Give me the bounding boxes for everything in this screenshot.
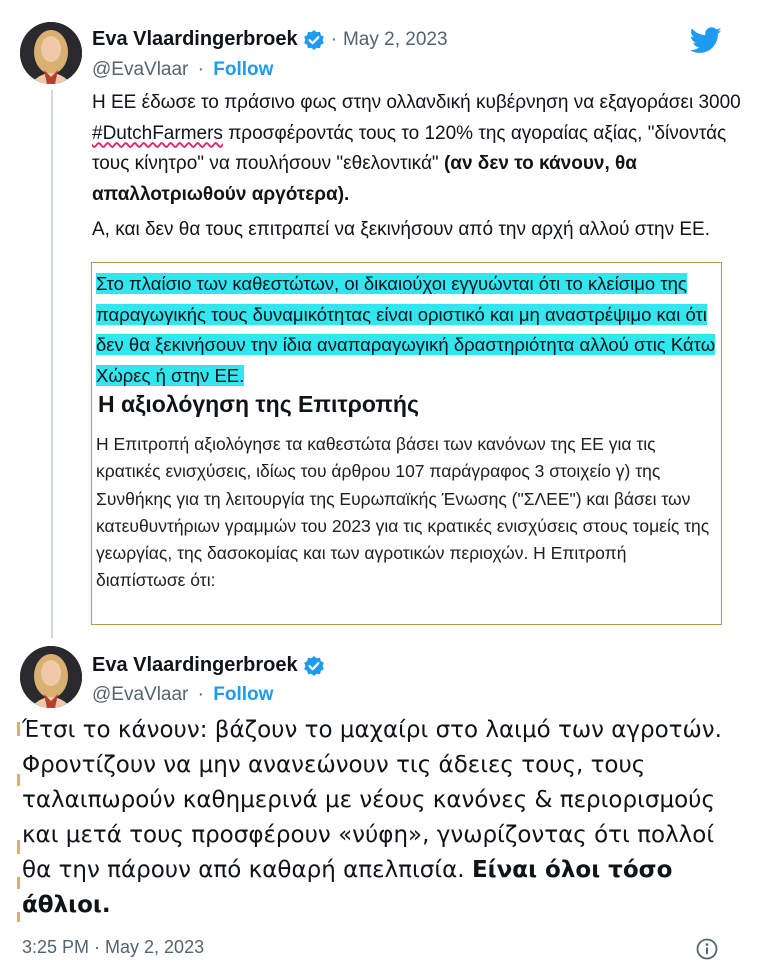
quoted-image[interactable] bbox=[91, 262, 722, 625]
handle-row bbox=[92, 684, 273, 706]
verified-badge-icon bbox=[303, 29, 325, 51]
twitter-bird-icon[interactable] bbox=[690, 27, 722, 59]
highlighted-excerpt bbox=[96, 269, 716, 391]
tweet-text: Η ΕΕ έδωσε το πράσινο φως στην ολλανδική κυβέρνηση να εξαγοράσει 3000 bbox=[92, 92, 741, 113]
verified-badge-icon bbox=[303, 655, 325, 677]
separator-dot: · bbox=[197, 684, 204, 705]
tweet-text: προσφέροντάς τους το 120% της αγοραίας αξίας, "δίνοντάς τους κίνητρο" να πουλήσουν "εθελοντικά" bbox=[92, 122, 727, 174]
tweet-text-bold: Είναι όλοι τόσο άθλιοι. bbox=[22, 857, 673, 918]
follow-button[interactable]: Follow bbox=[213, 684, 274, 705]
highlighted-text: Στο πλαίσιο των καθεστώτων, οι δικαιούχοι εγγυώνται ότι το κλείσιμο της παραγωγικής τους δυναμικότητας είναι οριστικό και μη αναστρέψιμο και ότι δεν θα ξεκινήσουν την ίδια αναπαραγωγική δραστηριότητα αλλού στις Κάτω Χώρες ή στην ΕΕ. bbox=[96, 273, 716, 386]
quote-heading: Η αξιολόγηση της Επιτροπής bbox=[98, 391, 419, 417]
info-icon[interactable] bbox=[696, 938, 718, 960]
hashtag-link[interactable]: #DutchFarmers bbox=[92, 122, 223, 144]
tweet-text-paragraph-2: Α, και δεν θα τους επιτραπεί να ξεκινήσουν από την αρχή αλλού στην ΕΕ. bbox=[92, 219, 710, 240]
tweet-text-body: Έτσι το κάνουν: βάζουν το μαχαίρι στο λαιμό των αγροτών. Φροντίζουν να μην ανανεώνουν τις άδειες τους, τους ταλαιπωρούν καθημερινά με νέους κανόνες & περιορισμούς και μετά τους προσφέρουν «νύφη», γνωρίζοντας ότι πολλοί θα την πάρουν από καθαρή απελπισία. bbox=[22, 717, 722, 883]
handle-row bbox=[92, 59, 273, 81]
display-name[interactable]: Eva Vlaardingerbroek bbox=[92, 28, 298, 50]
handle[interactable]: @EvaVlaar bbox=[92, 59, 189, 80]
separator-dot: · bbox=[330, 28, 337, 50]
handle[interactable]: @EvaVlaar bbox=[92, 684, 189, 705]
tweet-header bbox=[92, 654, 325, 677]
thread-line bbox=[51, 90, 53, 638]
tweet-text bbox=[22, 713, 722, 923]
tweet-timestamp[interactable]: 3:25 PM · May 2, 2023 bbox=[22, 937, 205, 957]
avatar[interactable] bbox=[20, 22, 82, 84]
avatar[interactable] bbox=[20, 646, 82, 708]
display-name[interactable]: Eva Vlaardingerbroek bbox=[92, 654, 298, 676]
separator-dot: · bbox=[197, 59, 204, 80]
tweet-header bbox=[92, 28, 448, 51]
tweet-text-paragraph-1 bbox=[92, 88, 742, 210]
tweet-date[interactable]: May 2, 2023 bbox=[342, 28, 448, 50]
follow-button[interactable]: Follow bbox=[213, 59, 274, 80]
quote-body: Η Επιτροπή αξιολόγησε τα καθεστώτα βάσει των κανόνων της ΕΕ για τις κρατικές ενισχύσεις, ιδίως του άρθρου 107 παράγραφος 3 στοιχείο γ) της Συνθήκης για τη λειτουργία της Ευρωπαϊκής Ένωσης ("ΣΛΕΕ") και βάσει των κατευθυντήριων γραμμών του 2023 για τις κρατικές ενισχύσεις στους τομείς της γεωργίας, της δασοκομίας και των αγροτικών περιοχών. Η Επιτροπή διαπίστωσε ότι: bbox=[96, 434, 710, 591]
tweet-text-bold: (αν δεν το κάνουν, θα απαλλοτριωθούν αργότερα). bbox=[92, 153, 637, 205]
